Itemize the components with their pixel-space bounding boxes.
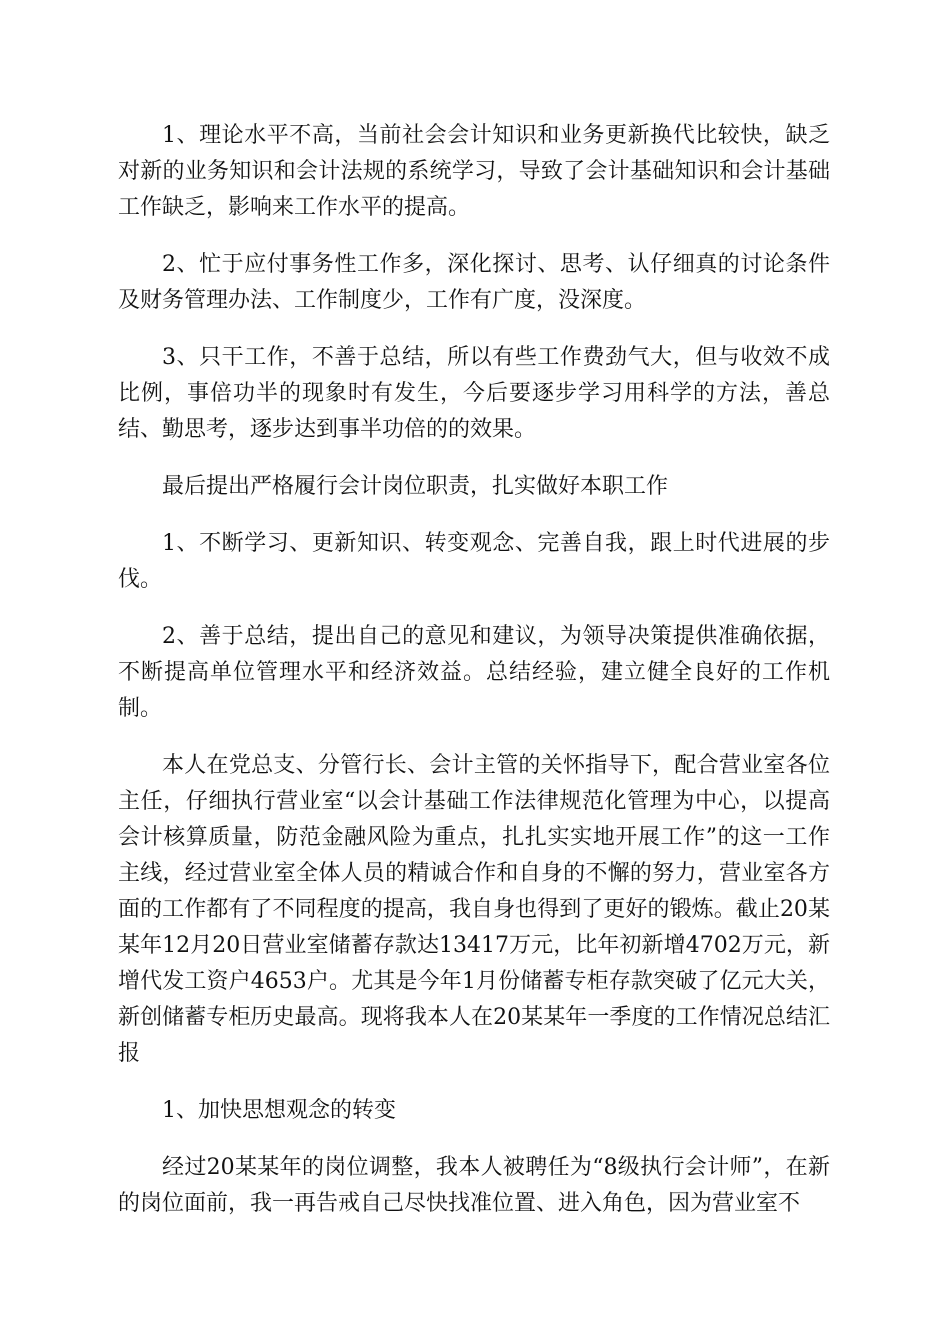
document-page	[118, 118, 830, 1243]
paragraph-item-1: 1、理论水平不高，当前社会会计知识和业务更新换代比较快，缺乏对新的业务知识和会计法规的系统学习，导致了会计基础知识和会计基础工作缺乏，影响来工作水平的提高。	[118, 123, 830, 220]
paragraph-item-5: 2、善于总结，提出自己的意见和建议，为领导决策提供准确依据，不断提高单位管理水平和经济效益。总结经验，建立健全良好的工作机制。	[118, 624, 830, 721]
section-heading: 最后提出严格履行会计岗位职责，扎实做好本职工作	[162, 474, 669, 499]
paragraph-item-3: 3、只干工作，不善于总结，所以有些工作费劲气大，但与收效不成比例，事倍功半的现象时有发生，今后要逐步学习用科学的方法，善总结、勤思考，逐步达到事半功倍的的效果。	[118, 345, 830, 442]
subsection-heading: 1、加快思想观念的转变	[162, 1098, 396, 1123]
summary-paragraph: 本人在党总支、分管行长、会计主管的关怀指导下，配合营业室各位主任，仔细执行营业室“以会计基础工作法律规范化管理为中心，以提高会计核算质量，防范金融风险为重点，扎扎实实地开展工作”的这一工作主线，经过营业室全体人员的精诚合作和自身的不懈的努力，营业室各方面的工作都有了不同程度的提高，我自身也得到了更好的锻炼。截止20某某年12月20日营业室储蓄存款达13417万元，比年初新增4702万元，新增代发工资户4653户。尤其是今年1月份储蓄专柜存款突破了亿元大关，新创储蓄专柜历史最高。现将我本人在20某某年一季度的工作情况总结汇报	[118, 753, 830, 1066]
paragraph-item-4: 1、不断学习、更新知识、转变观念、完善自我，跟上时代进展的步伐。	[118, 531, 830, 592]
paragraph-item-6: 经过20某某年的岗位调整，我本人被聘任为“8级执行会计师”，在新的岗位面前，我一再告戒自己尽快找准位置、进入角色，因为营业室不	[118, 1155, 830, 1216]
paragraph-item-2: 2、忙于应付事务性工作多，深化探讨、思考、认仔细真的讨论条件及财务管理办法、工作制度少，工作有广度，没深度。	[118, 252, 830, 313]
